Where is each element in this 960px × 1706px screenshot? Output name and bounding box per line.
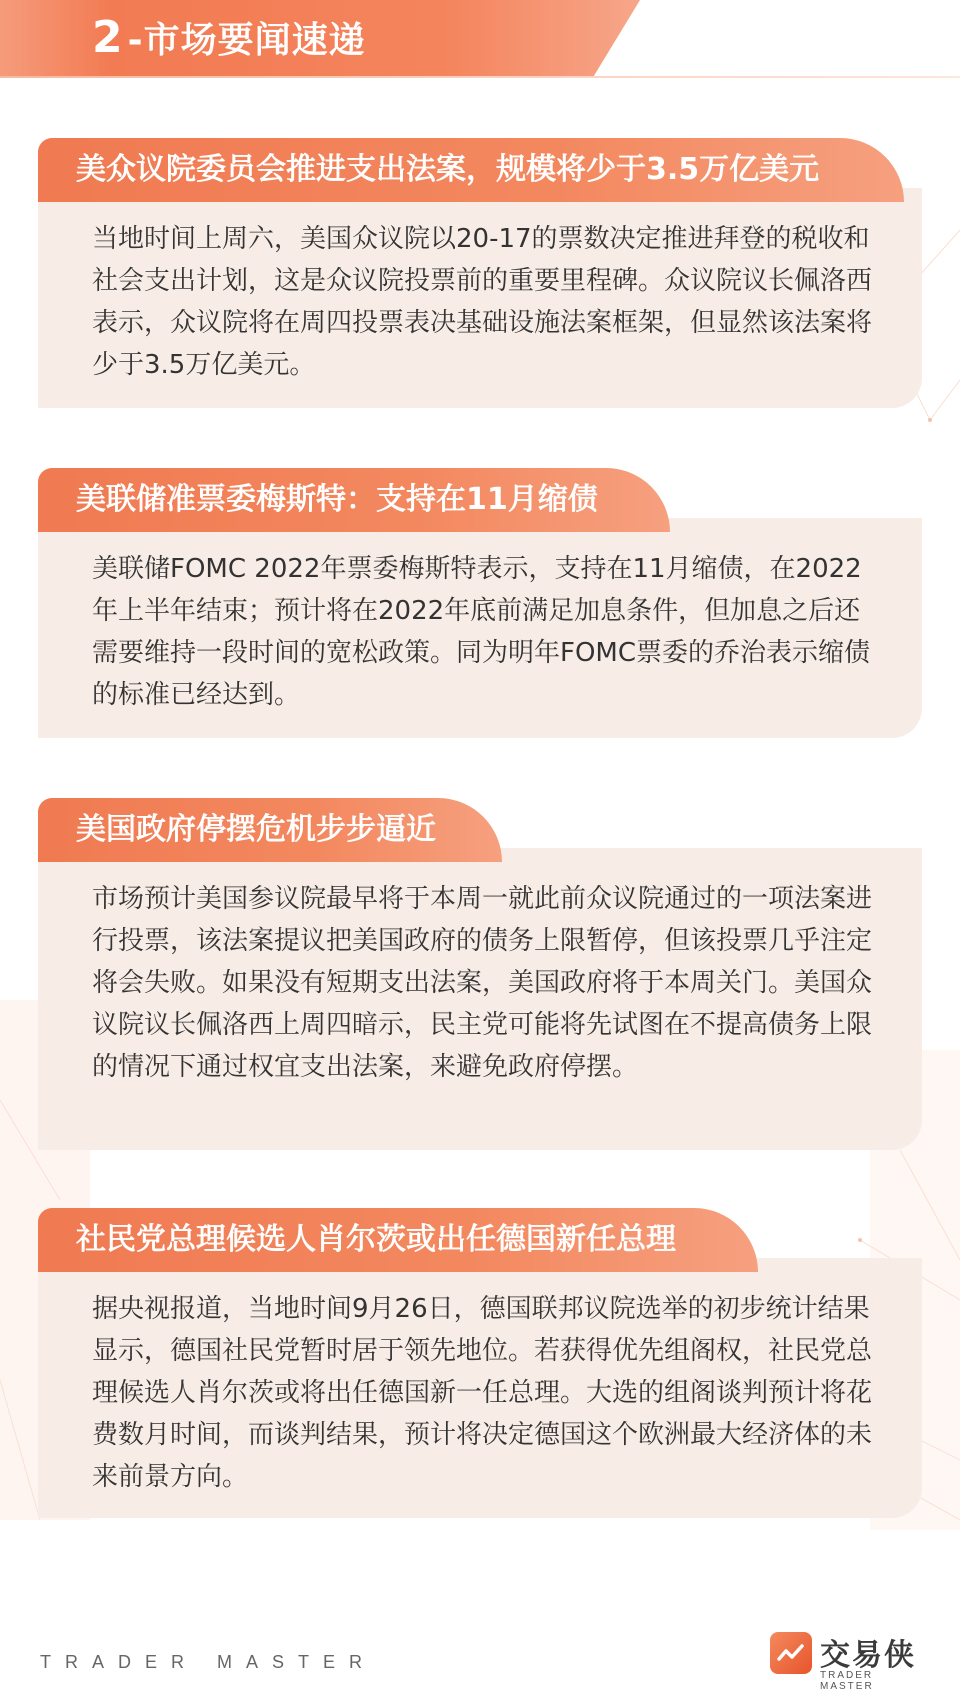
card-title-tab [38,138,904,202]
news-card [38,798,922,1150]
logo-icon [770,1632,812,1674]
footer-brand-text: TRADER MASTER [40,1652,377,1672]
header-divider [0,76,960,78]
section-number: 2 [92,12,124,63]
section-header [0,0,960,78]
news-title: 社民党总理候选人肖尔茨或出任德国新任总理 [76,1222,676,1257]
news-body: 市场预计美国参议院最早将于本周一就此前众议院通过的一项法案进行投票，该法案提议把美国政府的债务上限暂停，但该投票几乎注定将会失败。如果没有短期支出法案，美国政府将于本周关门。美国众议院议长佩洛西上周四暗示，民主党可能将先试图在不提高债务上限的情况下通过权宜支出法案，来避免政府停摆。 [92,884,873,1082]
news-body: 当地时间上周六，美国众议院以20-17的票数决定推进拜登的税收和社会支出计划，这是众议院投票前的重要里程碑。众议院议长佩洛西表示，众议院将在周四投票表决基础设施法案框架，但显然该法案将少于3.5万亿美元。 [92,224,873,380]
brand-logo [770,1630,930,1690]
news-title: 美联储准票委梅斯特：支持在11月缩债 [76,482,598,517]
news-body: 据央视报道，当地时间9月26日，德国联邦议院选举的初步统计结果显示，德国社民党暂时居于领先地位。若获得优先组阁权，社民党总理候选人肖尔茨或将出任德国新一任总理。大选的组阁谈判预计将花费数月时间，而谈判结果，预计将决定德国这个欧洲最大经济体的未来前景方向。 [92,1294,873,1492]
card-title-tab [38,798,502,862]
news-title: 美国政府停摆危机步步逼近 [76,812,436,847]
logo-name: 交易侠 [820,1638,916,1673]
news-card [38,1208,922,1518]
card-title-tab [38,1208,758,1272]
news-body: 美联储FOMC 2022年票委梅斯特表示，支持在11月缩债，在2022年上半年结束；预计将在2022年底前满足加息条件，但加息之后还需要维持一段时间的宽松政策。同为明年FOMC票委的乔治表示缩债的标准已经达到。 [92,554,871,710]
section-title [92,10,366,66]
news-card [38,138,922,408]
news-card [38,468,922,738]
logo-subtitle: TRADER MASTER [820,1670,874,1692]
news-title: 美众议院委员会推进支出法案，规模将少于3.5万亿美元 [76,152,820,187]
section-title-text: -市场要闻速递 [127,20,366,61]
card-title-tab [38,468,670,532]
